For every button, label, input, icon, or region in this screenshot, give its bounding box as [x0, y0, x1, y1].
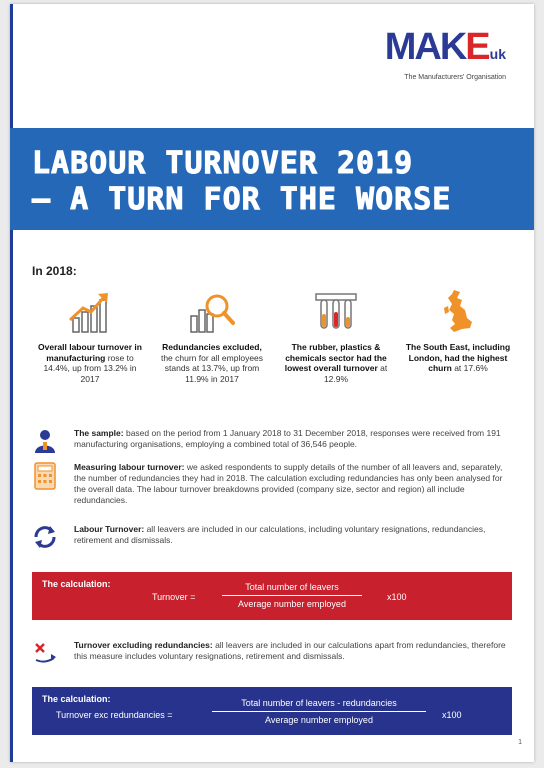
banner-title-line-1: LABOUR TURNOVER 2019 [32, 146, 414, 181]
calculation-multiplier: x100 [387, 592, 407, 602]
page-number: 1 [518, 739, 522, 746]
year-heading: In 2018: [32, 264, 77, 278]
calculation-label: The calculation: [42, 579, 111, 589]
logo-tagline: The Manufacturers' Organisation [404, 74, 506, 81]
stat-redundancies-excluded [156, 290, 268, 384]
stat-highest-region [402, 290, 514, 374]
magnified-bar-chart-icon [156, 290, 268, 334]
info-text: we asked respondents to supply details of the number of all leavers and, separately, the number of redundancies they had in 2018. The calculation excluding redundancies has only been analysed for the overall data. The labour turnover breakdowns provided (company size, sector and region) all include redundancies. [74, 462, 503, 505]
fraction-numerator: Total number of leavers [222, 582, 362, 596]
calculator-icon [32, 462, 58, 488]
stat-overall-turnover [34, 290, 146, 384]
page-edge-line [10, 4, 13, 762]
rising-bar-chart-icon [34, 290, 146, 334]
stat-text: at 12.9% [323, 363, 388, 384]
calculation-label: The calculation: [42, 694, 111, 704]
info-bold: Labour Turnover: [74, 524, 145, 534]
people-icon [32, 428, 58, 454]
info-sample [32, 428, 512, 450]
title-banner [10, 128, 534, 230]
calculation-box-turnover-exc-redundancies [32, 687, 512, 735]
stat-bold: Overall labour turnover in manufacturing [38, 342, 142, 363]
info-bold: The sample: [74, 428, 124, 438]
logo-word-suffix: uk [489, 46, 506, 62]
fraction-denominator: Average number employed [238, 599, 346, 609]
test-tubes-icon [280, 290, 392, 334]
info-bold: Measuring labour turnover: [74, 462, 185, 472]
logo-word-accent: E [465, 26, 489, 68]
stat-text: at 17.6% [451, 363, 488, 373]
stat-lowest-sector [280, 290, 392, 384]
banner-title-line-2: – A TURN FOR THE WORSE [32, 182, 452, 217]
cross-arrow-icon [32, 640, 58, 666]
calculation-fraction [222, 582, 362, 609]
make-uk-logo [376, 28, 506, 81]
info-turnover-exc-redundancies [32, 640, 512, 662]
stat-bold: The rubber, plastics & chemicals sector had the lowest overall turnover [284, 342, 387, 373]
stat-text: the churn for all employees stands at 13.7%, up from 11.9% in 2017 [160, 352, 264, 384]
fraction-numerator: Total number of leavers - redundancies [212, 698, 426, 712]
info-labour-turnover [32, 524, 512, 546]
calculation-lhs: Turnover exc redundancies = [56, 710, 173, 720]
uk-map-icon [402, 290, 514, 334]
calculation-box-turnover [32, 572, 512, 620]
stat-bold: Redundancies excluded, [162, 342, 262, 352]
calculation-multiplier: x100 [442, 710, 462, 720]
fraction-denominator: Average number employed [265, 715, 373, 725]
info-bold: Turnover excluding redundancies: [74, 640, 213, 650]
logo-word-main: MAK [384, 26, 466, 68]
calculation-lhs: Turnover = [152, 592, 196, 602]
document-page [10, 4, 534, 762]
stat-text: rose to 14.4%, up from 13.2% in 2017 [43, 352, 137, 384]
stat-bold: The South East, including London, had the highest churn [405, 342, 511, 373]
refresh-cycle-icon [32, 524, 58, 550]
info-measuring [32, 462, 512, 506]
info-text: based on the period from 1 January 2018 to 31 December 2018, responses were received from 191 manufacturing organisations, employing a combined total of 36,546 people. [74, 428, 501, 449]
info-text: all leavers are included in our calculations apart from redundancies, therefore this measure includes voluntary resignations, retirement and dismissals. [74, 640, 506, 661]
calculation-fraction [212, 698, 426, 725]
info-text: all leavers are included in our calculations, including voluntary resignations, redundancies, retirement and dismissals. [74, 524, 486, 545]
